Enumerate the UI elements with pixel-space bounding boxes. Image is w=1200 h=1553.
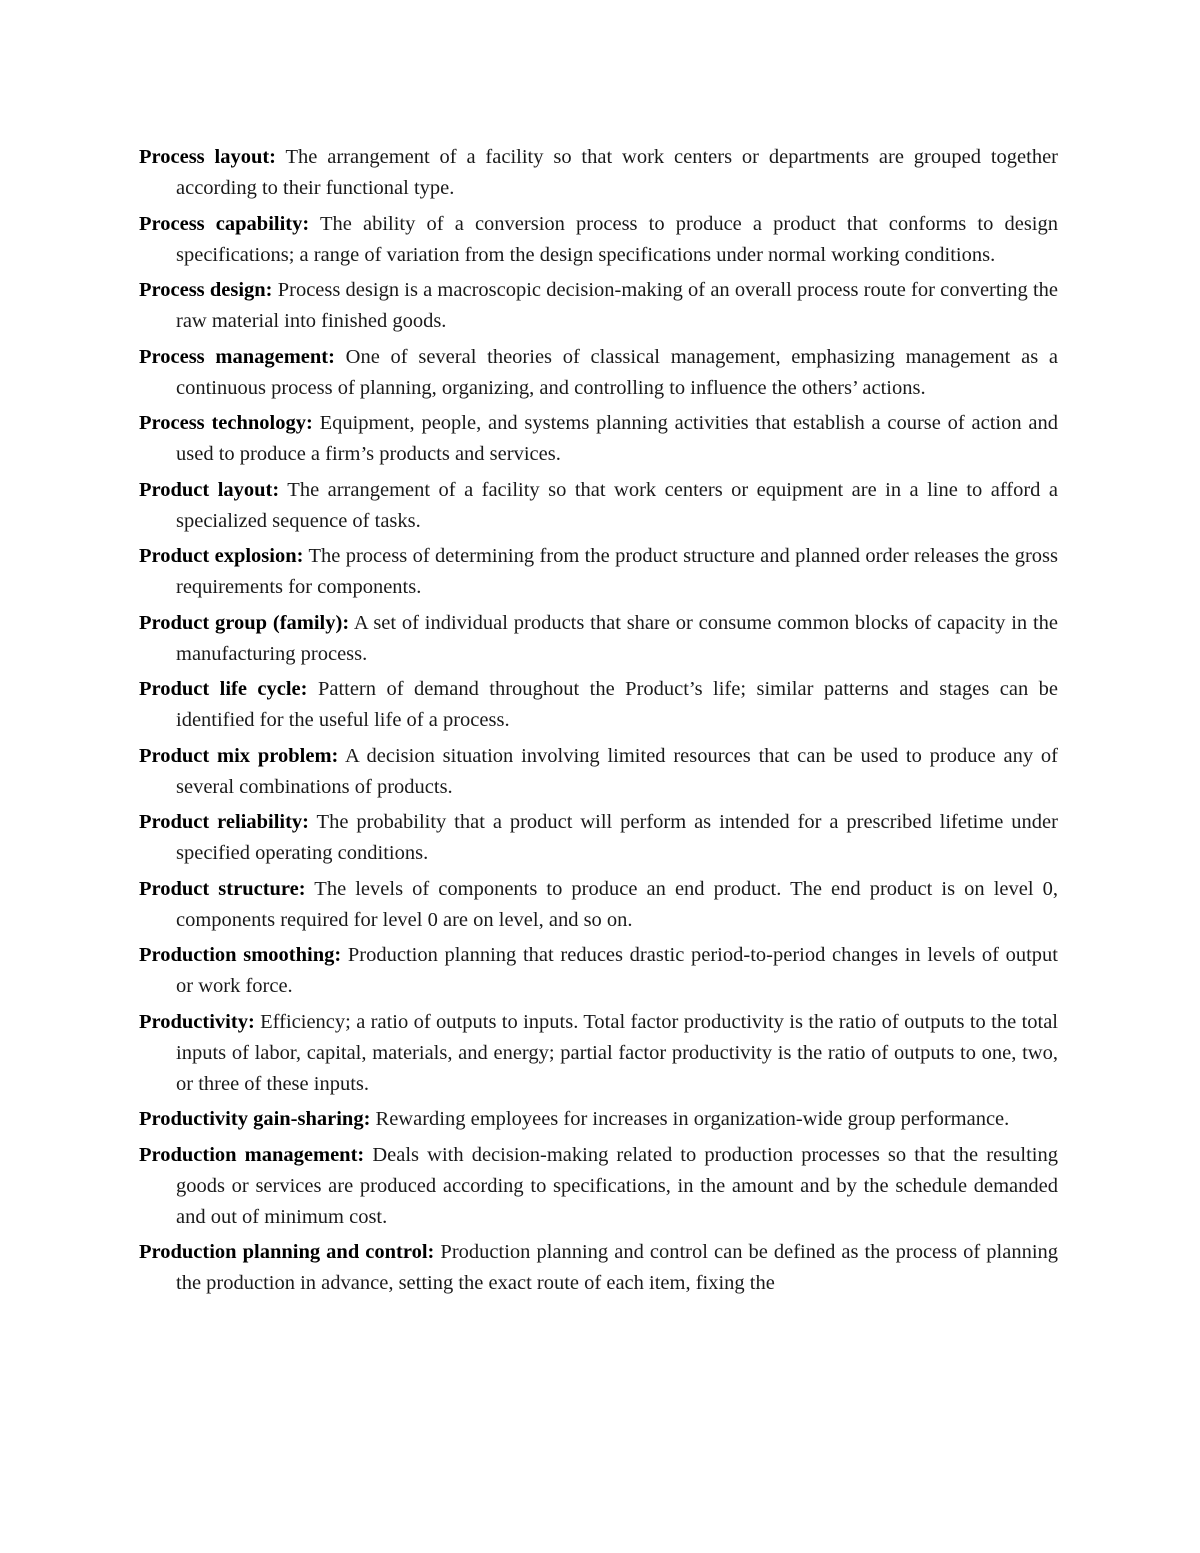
glossary-term: Product mix problem: [139, 744, 339, 767]
glossary-definition: Efficiency; a ratio of outputs to inputs. Total factor productivity is the ratio of outputs to the total inputs of labor, capital, materials, and energy; partial factor productivity is the ratio of outputs to one, two, or three of these inputs. [176, 1010, 1059, 1095]
glossary-term: Productivity gain-sharing: [139, 1108, 371, 1130]
glossary-entry-production-planning-and-control [139, 1237, 1058, 1299]
glossary-definition: The arrangement of a facility so that work centers or departments are grouped together according to their functional type. [176, 146, 1058, 199]
glossary-definition: Process design is a macroscopic decision-making of an overall process route for converting the raw material into finished goods. [176, 279, 1058, 332]
glossary-definition: The ability of a conversion process to produce a product that conforms to design specifications; a range of variation from the design specifications under normal working conditions. [176, 212, 1058, 266]
glossary-definition: Pattern of demand throughout the Product’s life; similar patterns and stages can be identified for the useful life of a process. [176, 678, 1058, 731]
glossary-entry-process-design [139, 275, 1058, 337]
glossary-definition: One of several theories of classical management, emphasizing management as a continuous process of planning, organizing, and controlling to influence the others’ actions. [176, 345, 1058, 399]
glossary-definition: The levels of components to produce an end product. The end product is on level 0, components required for level 0 are on level, and so on. [176, 877, 1058, 931]
glossary-entry-product-structure [139, 874, 1058, 936]
glossary-entry-product-life-cycle [139, 674, 1058, 736]
glossary-entry-production-smoothing [139, 940, 1058, 1002]
glossary-term: Product explosion: [139, 545, 304, 567]
glossary-entry-process-layout [139, 142, 1058, 204]
glossary-definition: The process of determining from the product structure and planned order releases the gross requirements for components. [176, 545, 1058, 598]
glossary-definition: A decision situation involving limited resources that can be used to produce any of several combinations of products. [176, 744, 1058, 798]
glossary-entry-product-group [139, 608, 1058, 670]
glossary-term: Product group (family): [139, 611, 350, 634]
glossary-term: Production management: [139, 1143, 365, 1166]
glossary-entry-product-reliability [139, 807, 1058, 869]
glossary-term: Product layout: [139, 478, 280, 501]
glossary-entry-process-capability [139, 209, 1058, 271]
glossary-entry-process-technology [139, 408, 1058, 470]
glossary-term: Product structure: [139, 877, 306, 900]
glossary-term: Process technology: [139, 412, 313, 434]
glossary-term: Product life cycle: [139, 678, 308, 700]
glossary-definition: Equipment, people, and systems planning activities that establish a course of action and used to produce a firm’s products and services. [176, 412, 1058, 465]
glossary-definition: Deals with decision-making related to production processes so that the resulting goods or services are produced according to specifications, in the amount and by the schedule demanded and out of minimum cost. [176, 1143, 1059, 1228]
glossary-term: Product reliability: [139, 811, 309, 833]
glossary-term: Productivity: [139, 1010, 255, 1033]
glossary-term: Process capability: [139, 212, 310, 235]
glossary-definition: The arrangement of a facility so that work centers or equipment are in a line to afford a specialized sequence of tasks. [176, 478, 1058, 532]
glossary-definition: Production planning and control can be defined as the process of planning the production in advance, setting the exact route of each item, fixing the [176, 1241, 1059, 1294]
glossary-entry-process-management [139, 342, 1058, 404]
glossary-term: Production smoothing: [139, 944, 342, 966]
glossary-page [139, 142, 1058, 1304]
glossary-term: Process layout: [139, 146, 277, 168]
glossary-entry-production-management [139, 1140, 1058, 1233]
glossary-entry-product-mix-problem [139, 741, 1058, 803]
glossary-entry-product-layout [139, 475, 1058, 537]
glossary-definition: Production planning that reduces drastic period-to-period changes in levels of output or work force. [176, 944, 1059, 997]
glossary-entry-productivity-gain-sharing [139, 1104, 1058, 1135]
glossary-term: Process management: [139, 345, 335, 368]
glossary-definition: The probability that a product will perform as intended for a prescribed lifetime under specified operating conditions. [176, 811, 1058, 864]
glossary-definition: Rewarding employees for increases in organization-wide group performance. [375, 1108, 1010, 1130]
glossary-term: Production planning and control: [139, 1241, 435, 1263]
glossary-term: Process design: [139, 279, 273, 301]
glossary-entry-product-explosion [139, 541, 1058, 603]
glossary-definition: A set of individual products that share or consume common blocks of capacity in the manufacturing process. [176, 611, 1058, 665]
glossary-entry-productivity [139, 1007, 1058, 1100]
